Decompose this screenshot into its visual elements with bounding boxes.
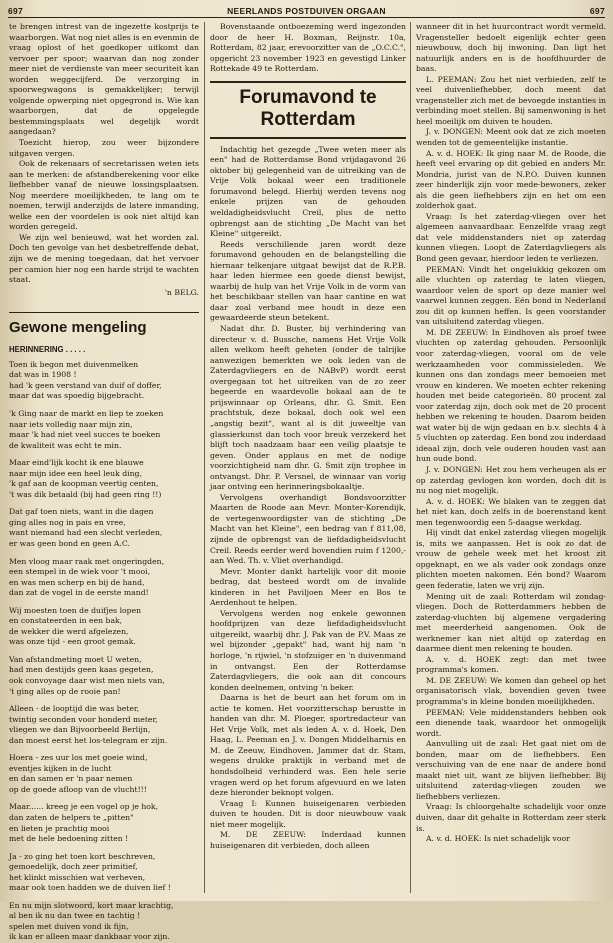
article-paragraph: PEEMAN: Vindt het ongelukkig gekozen om alle vluchten op zaterdag te laten vliegen, waardoor velen de sport op deze manier wel vaarwel kunnen zeggen. Eén bond in Nederland zou dit op kunnen heffen. Is geen voorstander van uitsluitend zaterdag vliegen.	[416, 264, 606, 327]
poem-stanza: Hoera - zes uur los met goeie wind, eventjes kijken in de lucht en dan samen er 'n paar nemen op de goede afloop van de vlucht!!!	[9, 753, 148, 794]
poem-stanza: Van afstandmeting moet U weten, had men destijds geen kaas gegeten, ook convoyage daar wist men niets van, 't ging alles op de rooie pan!	[9, 654, 165, 696]
poem-stanza: Maar eind'lijk kocht ik ene blauwe naar mijn idee een heel leuk ding, 'k gaf aan de koopman veertig centen, 't was dik betaald (bij had geen ring !!)	[9, 458, 162, 499]
intro-paragraph: Bovenstaande ontboezeming werd ingezonden door de heer H. Boxman, Reijnstr. 10a, Rotterdam, 82 jaar, erevoorzitter van de „O.C.C.", opgericht 23 november 1923 en gevestigd Linker Rottekade 49 te Rotterdam.	[210, 22, 406, 74]
article-paragraph: Mevr. Monter dankt hartelijk voor dit mooie bedrag, dat besteed wordt om de invalide kinderen in het Paviljoen Meer en Bos te Aerdenhout te helpen.	[210, 566, 406, 608]
poem-title: HERINNERING . . . . .	[9, 345, 86, 355]
article-paragraph: J. v. DONGEN: Het zou hem verheugen als er op zaterdag gevlogen kon worden, doch dit is nu nog niet mogelijk.	[416, 464, 606, 496]
section-rule	[9, 312, 199, 313]
article-paragraph: Aanvulling uit de zaal: Het gaat niet om de bonden, maar om de liefhebbers. Een verschuiving van de ene naar de andere bond maakt niet uit, want ze blijven liefhebber. Bij uitsluitend zaterdag-vliegen zouden we liefhebbers verliezen.	[416, 739, 606, 801]
article-paragraph: Reeds verschillende jaren wordt deze forumavond gehouden en de belangstelling die hiernaar telkenjare uitgaat bewijst dat de R.P.B. haar leden hiermee een goede dienst bewijst, waarbij de hulp van het Vrije Volk in de vorm van het beschikbaar stellen van haar cantine en wat daar zoal verband mee houdt in deze een gewaardeerde steun betekent.	[210, 239, 406, 323]
column-right	[416, 22, 606, 895]
column-divider	[410, 22, 411, 893]
publication-title: NEERLANDS POSTDUIVEN ORGAAN	[227, 5, 386, 16]
article-paragraph: Nadat dhr. D. Buster, bij verhindering van directeur v. d. Bussche, namens Het Vrije Volk allen welkom heeft geheten (onder de talrijke aanwezigen bemerkten we ook leden van de Zaterdagvliegers en de NABvP) wordt eerst overgegaan tot het uitreiken van de zo zeer begeerde en waardevolle bokaal aan de te prijswinnaar op Orleans, dhr. G. Smit. Een prachtstuk, deze bokaal, doch ook wel een „angstig bezit", want al is dit juweeltje van glassierkunst dan toch voor breuk verzekerd het blijft toch naadzaam haar een veilig plaatsje te geven. Onder applaus en met de nodige voorzichtigheid nam dhr. G. Smit zijn trophee in ontvangst. Dhr. P. Versnel, de winnaar van vorig jaar ontving een herinneringsbokaaltje.	[210, 324, 406, 492]
article-paragraph: PEEMAN: Vele middenstanders hebben ook een dienende taak, waardoor het onmogelijk wordt.	[416, 707, 606, 738]
article-paragraph: Ook de rekenaars of secretarissen weten iets aan te merken: de afstandberekening voor elke liefhebber vanaf de nieuwe lossingsplaatsen. Nog meerdere moeilijkheden, te lang om te noemen, terwijl anderzijds de latere inmanding, welke een der voordelen is ook niet altijd kan worden geregeld.	[9, 159, 199, 232]
feature-headline-box	[210, 81, 406, 139]
article-paragraph: Vraag: Is het zaterdag-vliegen over het algemeen aanvaardbaar. Eenzelfde vraag zegt dat vele middenstanders niet op zaterdag kunnen vliegen. Loopt de Zaterdagvliegers als Bond geen gevaar, hierdoor leden te verliezen.	[416, 211, 606, 264]
article-paragraph: Vraag: Is chloorgehalte schadelijk voor onze duiven, daar dit gehalte in Rotterdam zeer sterk is.	[416, 802, 606, 833]
article-paragraph: wanneer dit in het huurcontract wordt vermeld. Vragensteller bedoelt eigenlijk echter geen nieuwbouw, doch bij inwoning. Dan ligt het natuurlijk anders en is de hoofdhuurder de baas.	[416, 22, 606, 74]
article-paragraph: Hij vindt dat enkel zaterdag vliegen mogelijk is, mits we aanpassen. Het is ook zo dat de vrouw de gehele week met het kroost zit opgeknapt, en we als vader ook zondags onze plichten moeten nakomen. Eén bond? Waarom geen federatie, laten we vrij zijn.	[416, 528, 606, 590]
article-paragraph: Mening uit de zaal: Rotterdam wil zondag-vliegen. Doch de Rotterdammers hebben de zaterdag-vluchten bij algemene vergadering met meerderheid aangenomen. Ook de werknemer kan niet altijd op zaterdag en daarmee dient men rekening te houden.	[416, 591, 606, 654]
poem	[9, 360, 199, 943]
article-paragraph: We zijn wel benieuwd, wat het worden zal. Doch ten gevolge van het desbetreffende debat, zijn we de mening toegedaan, dat het vervoer per camion hier nog een harde strijd te wachten staat.	[9, 232, 199, 285]
section-heading: Gewone mengeling	[9, 319, 147, 337]
page-number-left: 697	[8, 5, 24, 16]
poem-stanza: Ja - zo ging het toen kort beschreven, gemoedelijk, doch zeer primitief, het klinkt misschien wat verheven, maar ook toen hadden we de duiven lief !	[9, 851, 171, 893]
article-paragraph: A. v. d. HOEK zegt: dan met twee programma's komen.	[416, 654, 606, 675]
poem-stanza: 'k Ging naar de markt en liep te zoeken naar iets volledig naar mijn zin, maar 'k had niet veel succes te boeken de kwaliteit was echt te min.	[9, 408, 164, 450]
column-left	[9, 22, 199, 942]
article-paragraph: M. DE ZEEUW: Inderdaad kunnen huiseigenaren dit verbieden, doch alleen	[210, 830, 406, 850]
poem-stanza: Wij moesten toen de duifjes lopen en constateerden in een bak, de wekker die werd afgelezen, was onze tijd - een groot gemak.	[9, 605, 142, 647]
poem-stanza: Dat gaf toen niets, want in die dagen ging alles nog in pais en vree, want niemand had een slecht verleden, er was geen bond en geen A.C.	[9, 507, 163, 548]
article-paragraph: Vervolgens overhandigt Bondsvoorzitter Maarten de Roode aan Mevr. Monter-Korendijk, de vertegenwoordigster van de stichting „De Macht van het Kleine", een bedrag van f 811,08, zijnde de opbrengst van de liefdadigheidsvlucht Creil. Reeds eerder werd bovendien ruim f 1200,- aan Wed. Th. v. Vliet overhandigd.	[210, 492, 406, 566]
poem-stanza: Alleen - de looptijd die was beter, twintig seconden voor honderd meter, vliegen we dan Bijvoorbeeld Berlijn, dan moest eerst het los-telegram er zijn.	[9, 704, 168, 745]
feature-headline: Forumavond te Rotterdam	[239, 86, 377, 130]
poem-stanza: En nu mijn slotwoord, kort maar krachtig, al ben ik nu dan twee en tachtig ! spelen met duiven vond ik fijn, ik kan er alleen maar dankbaar voor zijn.	[9, 900, 174, 942]
article-paragraph: L. PEEMAN: Zou het niet verbieden, zelf te veel duivenliefhebber, doch meent dat vragensteller zich met de bevoegde instanties in verbinding moet stellen. Bij samenwoning is het heel moeilijk om duiven te houden.	[416, 74, 606, 126]
running-header	[8, 4, 605, 18]
article-paragraph: J. v. DONGEN: Meent ook dat ze zich moeten wenden tot de gemeentelijke instantie.	[416, 127, 606, 148]
article-paragraph: A. v. d. HOEK: Ik ging naar M. de Roode, die heeft veel ervaring op dit gebied en anders Mr. Mondria, jurist van de N.P.O. Duiven kunnen zeer hinderlijk zijn voor mede-bewoners, zeker als die geen liefhebbers zijn en het om een zolderhok gaat.	[416, 148, 606, 211]
column-divider	[204, 22, 205, 893]
article-paragraph: Toezicht hierop, zou weer bijzondere uitgaven vergen.	[9, 138, 199, 158]
page-number-right: 697	[589, 5, 605, 16]
article-paragraph: te brengen intrest van de ingezette kostprijs te waarborgen. Wat nog niet alles is en evenmin de vraag oplost of het goedkoper uitkomt dan vervoer per spoor; waarvan dan nog zonder meer niet de verdienste van meer securiteit kan worden weggecijferd. De verzorging in spoorwegwagons is gemakkelijker; terwijl volgende opwerping niet opgegrond is. Wie kan waarborgen, dat de opgelegde bestemmingsplaats wel degelijk wordt aangedaan?	[9, 22, 199, 137]
article-paragraph: A. v. d. HOEK: Is niet schadelijk voor	[426, 834, 570, 844]
poem-stanza: Toen ik begon met duivenmelken dat was in 1908 ! had 'k geen verstand van duif of doffer, maar dat was spoedig bijgebracht.	[9, 359, 162, 401]
article-signature: 'n BELG.	[164, 287, 199, 297]
article-paragraph: Indachtig het gezegde „Twee weten meer als een" had de Rotterdamse Bond vrijdagavond 26 oktober bij gelegenheid van de uitreiking van de Vrije Volk bokaal weer een traditionele forumavond belegd. Hierbij werden tevens nog enkele prijzen van de gehouden weldadigheidsvlucht Creil, plus de netto opbrengst aan de stichting „De Macht van het Kleine" uitgereikt.	[210, 144, 406, 239]
column-middle	[210, 22, 406, 895]
article-paragraph: Vervolgens werden nog enkele gewonnen hoofdprijzen van deze liefdadigheidsvlucht uitgereikt, waarbij dhr. J. Pak van de P.V. Maas ze wel bijzonder „gepakt" had, want hij nam 'n horloge, 'n rijwiel, 'n stofzuiger en 'n duivenmand in ontvangst. Een der Rotterdamse Zaterdagvliegers, die ook aan dit concours konden deelnemen, ontving 'n beker.	[210, 608, 406, 692]
article-paragraph: M. DE ZEEUW: In Eindhoven als proef twee vluchten op zaterdag gehouden. Persoonlijk voor zaterdag-vliegen, vooral om de vele werkzaamheden voor commissieleden. We kunnen ons dan zondags meer bemoeien met vrouw en kinderen. We moeten echter rekening houden met beide categorieën. 80 procent zal voor zaterdag zijn, doch ook met de 20 procent hebben we rekening te houden. Daarom beiden wat water bij de wijn gedaan en b.v. slechts 4 à 5 vluchten op zaterdag. Een bond zou inderdaad ideaal zijn, doch vele ouderen houden vast aan hun oude bond.	[416, 327, 606, 464]
article-paragraph: Daarna is het de beurt aan het forum om in actie te komen. Het voorzitterschap berustte in handen van dhr. M. Ploeger, sportredacteur van Het Vrije Volk, met als leden A. v. d. Hoek, Den Haag, L. Peeman en J. v. Dongen Middelharnis en M. de Zeeuw, Eindhoven. Jammer dat dr. Stam, wegens drukke praktijk in verband met de hondsdolheid verhinderd was. Een hele serie vragen werd op het forum afgevuurd en we laten deze hieronder beknopt volgen.	[210, 693, 406, 798]
article-paragraph: Vraag I: Kunnen huiseigenaren verbieden duiven te houden. Dit is door nieuwbouw vaak niet meer mogelijk.	[210, 798, 406, 829]
article-paragraph: M. DE ZEEUW: We komen dan geheel op het organisatorisch vlak, bovendien geven twee programma's in kleine bonden moeilijkheden.	[416, 675, 606, 706]
poem-stanza: Maar...... kreeg je een vogel op je hok, dan zaten de helpers te „pitten" en lieten je prachtig mooi met de hele bedoening zitten !	[9, 802, 159, 844]
poem-stanza: Men vloog maar raak met ongeringden, een stempel in de wiek voor 't mooi, en was men scherp en bij de hand, dan zat de vogel in de eerste mand!	[9, 556, 165, 598]
article-paragraph: A. v. d. HOEK: We blaken van te zeggen dat het niet kan, doch zelfs in de boerenstand kent men tegenwoordig een 5-daagse werkdag.	[416, 496, 606, 527]
